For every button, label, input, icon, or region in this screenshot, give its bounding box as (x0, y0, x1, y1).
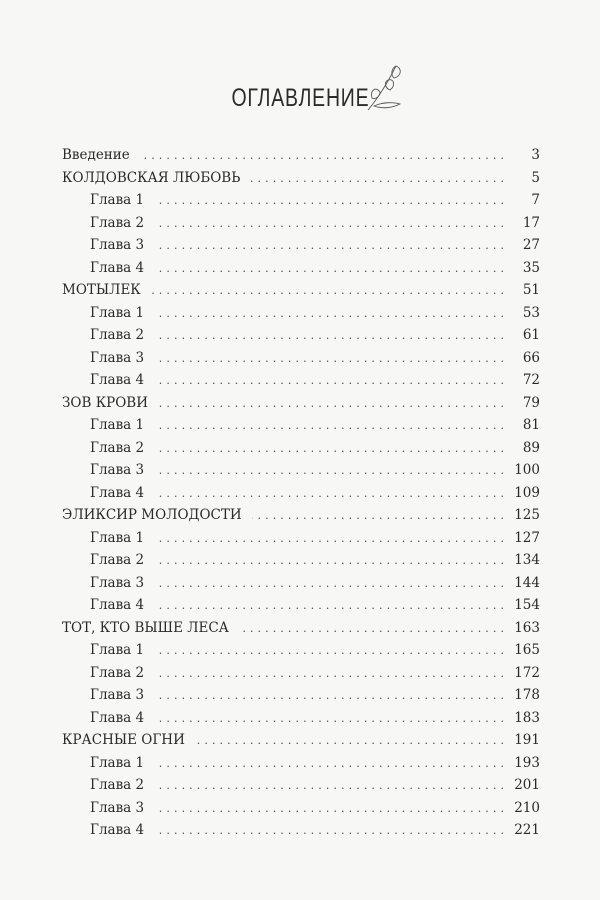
toc-chapter-entry[interactable] (62, 684, 540, 707)
dot-leader (154, 370, 504, 393)
dot-leader (239, 618, 504, 641)
toc-chapter-entry[interactable] (62, 752, 540, 775)
entry-page-number: 221 (514, 822, 540, 838)
entry-page-number: 27 (522, 237, 540, 253)
toc-chapter-entry[interactable] (62, 257, 540, 280)
entry-page-number: 61 (522, 327, 540, 343)
toc-section-entry[interactable] (62, 617, 540, 640)
entry-page-number: 100 (514, 462, 540, 478)
table-of-contents (62, 144, 540, 842)
toc-chapter-entry[interactable] (62, 572, 540, 595)
dot-leader (154, 528, 504, 551)
toc-chapter-entry[interactable] (62, 482, 540, 505)
entry-title: Глава 4 (90, 372, 145, 388)
toc-chapter-entry[interactable] (62, 324, 540, 347)
entry-page-number: 125 (514, 507, 540, 523)
toc-chapter-entry[interactable] (62, 707, 540, 730)
dot-leader (154, 595, 504, 618)
toc-chapter-entry[interactable] (62, 819, 540, 842)
toc-chapter-entry[interactable] (62, 459, 540, 482)
dot-leader (140, 145, 504, 168)
toc-chapter-entry[interactable] (62, 774, 540, 797)
entry-page-number: 193 (514, 754, 540, 771)
entry-title: Глава 3 (90, 687, 145, 703)
toc-section-entry[interactable] (62, 167, 540, 190)
dot-leader (154, 483, 504, 506)
dot-leader (154, 775, 504, 798)
toc-heading-wrap (0, 84, 600, 113)
dot-leader (154, 820, 504, 843)
entry-title: Глава 1 (90, 192, 145, 208)
toc-chapter-entry[interactable] (62, 527, 540, 550)
entry-page-number: 144 (514, 574, 540, 591)
toc-chapter-entry[interactable] (62, 212, 540, 235)
entry-title: Глава 2 (90, 214, 145, 231)
entry-page-number: 51 (522, 282, 540, 298)
entry-page-number: 7 (531, 192, 540, 208)
entry-page-number: 81 (522, 417, 540, 433)
toc-section-entry[interactable] (62, 279, 540, 302)
dot-leader (154, 753, 504, 776)
entry-title: Глава 2 (90, 327, 145, 343)
entry-page-number: 35 (522, 259, 540, 276)
dot-leader (154, 303, 504, 326)
entry-page-number: 53 (522, 304, 540, 321)
dot-leader (154, 438, 504, 461)
dot-leader (154, 663, 504, 686)
entry-page-number: 172 (514, 664, 540, 681)
toc-section-entry[interactable] (62, 144, 540, 167)
entry-page-number: 79 (522, 394, 540, 411)
toc-chapter-entry[interactable] (62, 414, 540, 437)
entry-title: Глава 1 (90, 754, 145, 771)
dot-leader (154, 258, 504, 281)
dot-leader (154, 415, 504, 438)
entry-page-number: 89 (522, 439, 540, 456)
dot-leader (154, 460, 504, 483)
entry-title: Глава 4 (90, 709, 145, 726)
dot-leader (195, 730, 504, 753)
dot-leader (250, 168, 504, 191)
entry-title: КОЛДОВСКАЯ ЛЮБОВЬ (62, 169, 241, 186)
dot-leader (154, 213, 504, 236)
dot-leader (154, 325, 504, 348)
entry-page-number: 210 (514, 799, 540, 816)
entry-title: ЗОВ КРОВИ (62, 394, 148, 411)
entry-page-number: 127 (514, 529, 540, 546)
entry-page-number: 5 (531, 169, 540, 186)
dot-leader (151, 280, 504, 303)
entry-title: Глава 2 (90, 777, 145, 793)
toc-heading: ОГЛАВЛЕНИЕ (231, 84, 369, 112)
toc-chapter-entry[interactable] (62, 594, 540, 617)
entry-title: Глава 1 (90, 304, 145, 321)
entry-page-number: 17 (522, 214, 540, 231)
toc-section-entry[interactable] (62, 729, 540, 752)
entry-title: Глава 4 (90, 484, 145, 501)
entry-title: МОТЫЛЕК (62, 282, 141, 298)
entry-page-number: 3 (531, 147, 540, 163)
entry-title: Глава 2 (90, 552, 145, 568)
entry-title: Глава 4 (90, 822, 145, 838)
entry-title: Глава 3 (90, 462, 145, 478)
entry-title: КРАСНЫЕ ОГНИ (62, 732, 185, 748)
toc-chapter-entry[interactable] (62, 662, 540, 685)
dot-leader (158, 393, 504, 416)
entry-title: Глава 3 (90, 349, 145, 366)
leaf-branch-icon (364, 62, 404, 112)
dot-leader (154, 798, 504, 821)
toc-chapter-entry[interactable] (62, 549, 540, 572)
toc-chapter-entry[interactable] (62, 369, 540, 392)
entry-title: Глава 1 (90, 529, 145, 546)
entry-page-number: 154 (514, 597, 540, 613)
entry-title: Глава 3 (90, 799, 145, 816)
entry-title: Глава 1 (90, 417, 145, 433)
entry-page-number: 183 (514, 709, 540, 726)
entry-title: ТОТ, КТО ВЫШЕ ЛЕСА (62, 619, 229, 636)
dot-leader (154, 235, 504, 258)
dot-leader (252, 505, 504, 528)
entry-title: ЭЛИКСИР МОЛОДОСТИ (62, 507, 242, 523)
entry-title: Глава 3 (90, 574, 145, 591)
dot-leader (154, 640, 504, 663)
dot-leader (154, 573, 504, 596)
toc-chapter-entry[interactable] (62, 189, 540, 212)
entry-title: Глава 4 (90, 259, 145, 276)
toc-section-entry[interactable] (62, 504, 540, 527)
toc-chapter-entry[interactable] (62, 302, 540, 325)
dot-leader (154, 348, 504, 371)
entry-title: Глава 2 (90, 664, 145, 681)
toc-chapter-entry[interactable] (62, 797, 540, 820)
toc-section-entry[interactable] (62, 392, 540, 415)
entry-page-number: 66 (522, 349, 540, 366)
entry-title: Глава 4 (90, 597, 145, 613)
toc-chapter-entry[interactable] (62, 639, 540, 662)
dot-leader (154, 550, 504, 573)
toc-chapter-entry[interactable] (62, 234, 540, 257)
entry-page-number: 163 (514, 619, 540, 636)
entry-title: Глава 2 (90, 439, 145, 456)
entry-title: Глава 1 (90, 642, 145, 658)
dot-leader (154, 685, 504, 708)
entry-page-number: 201 (514, 777, 540, 793)
entry-page-number: 178 (514, 687, 540, 703)
entry-title: Глава 3 (90, 237, 145, 253)
entry-page-number: 134 (514, 552, 540, 568)
entry-title: Введение (62, 147, 130, 163)
entry-page-number: 191 (514, 732, 540, 748)
entry-page-number: 72 (522, 372, 540, 388)
dot-leader (154, 708, 504, 731)
dot-leader (154, 190, 504, 213)
toc-chapter-entry[interactable] (62, 437, 540, 460)
entry-page-number: 109 (514, 484, 540, 501)
toc-chapter-entry[interactable] (62, 347, 540, 370)
entry-page-number: 165 (514, 642, 540, 658)
